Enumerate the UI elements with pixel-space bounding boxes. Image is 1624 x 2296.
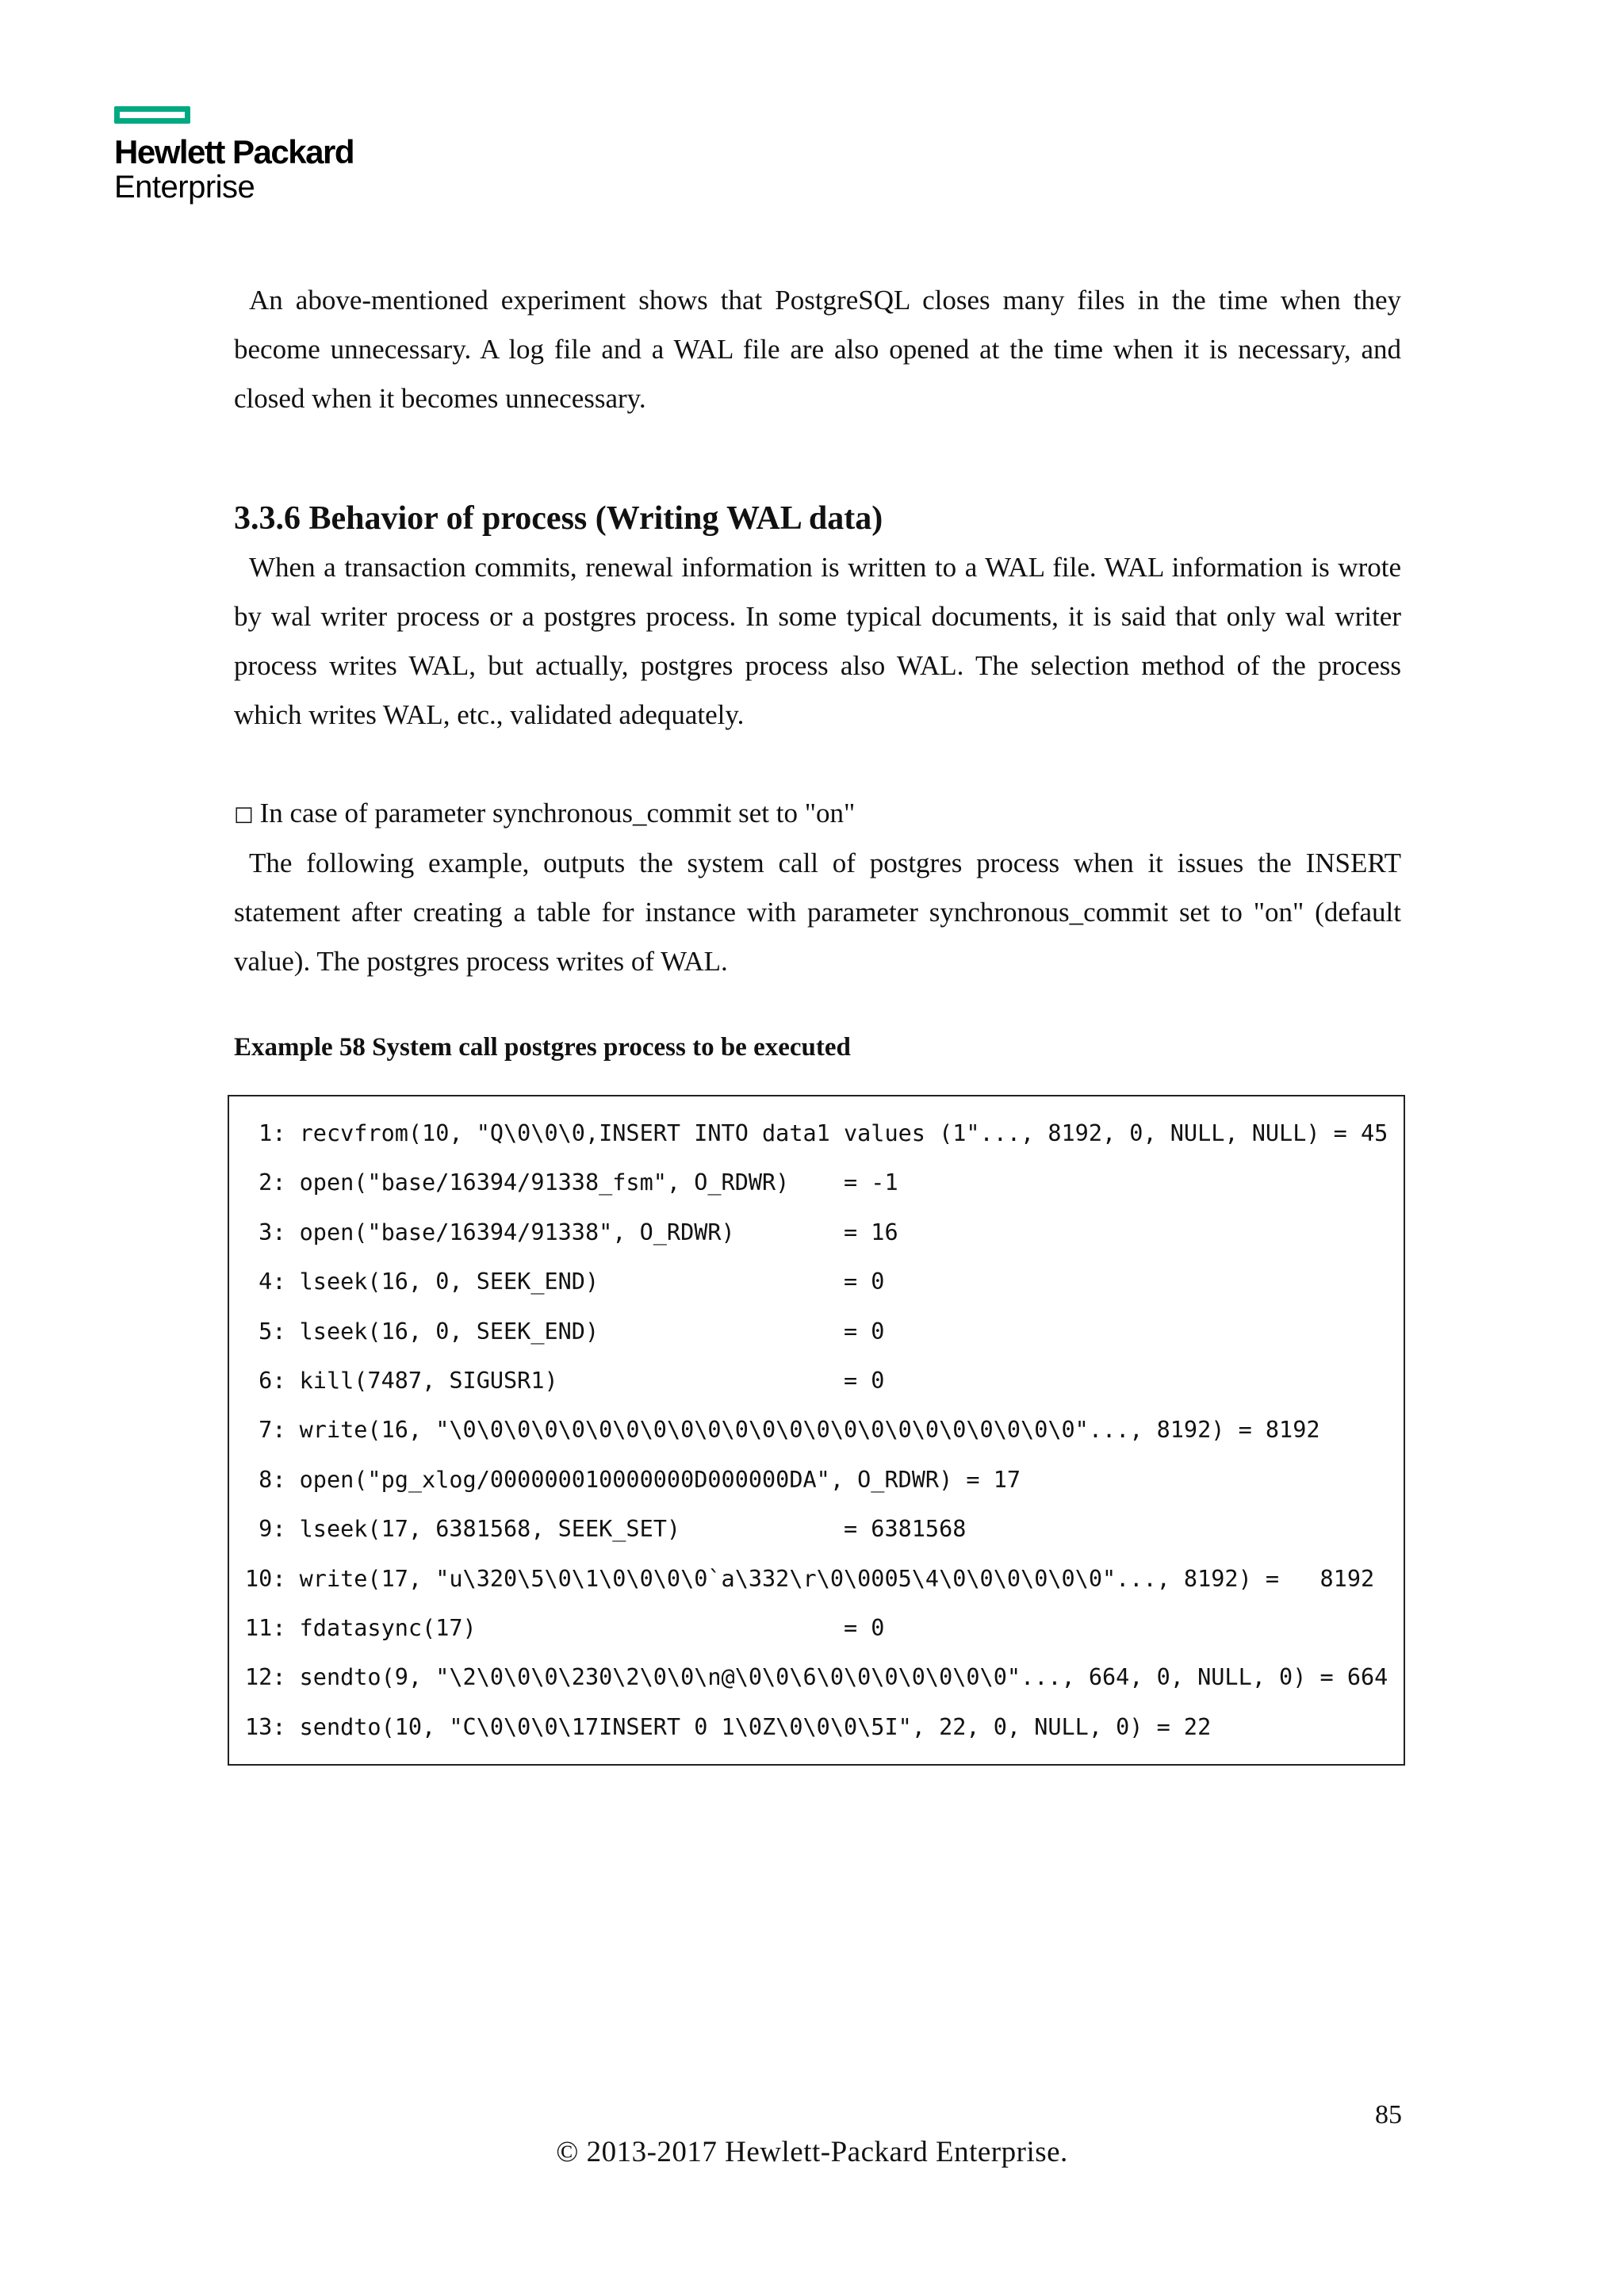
code-line: 12: sendto(9, "\2\0\0\0\230\2\0\0\n@\0\0\6\0\0\0\0\0\0\0"..., 664, 0, NULL, 0) = 664: [245, 1664, 1388, 1691]
case-heading-text: In case of parameter synchronous_commit set to "on": [259, 798, 856, 828]
copyright-footer: © 2013-2017 Hewlett-Packard Enterprise.: [556, 2136, 1068, 2168]
code-line: 6: kill(7487, SIGUSR1) = 0: [245, 1368, 885, 1395]
code-line: 7: write(16, "\0\0\0\0\0\0\0\0\0\0\0\0\0\0\0\0\0\0\0\0\0\0\0"..., 8192) = 8192: [245, 1417, 1320, 1444]
case-paragraph: The following example, outputs the system call of postgres process when it issues the INSERT statement after creating a table for instance with parameter synchronous_commit set to "on" (default value). The postgres process writes of WAL.: [234, 848, 1401, 977]
code-line: 9: lseek(17, 6381568, SEEK_SET) = 6381568: [245, 1516, 967, 1543]
example-caption: Example 58 System call postgres process to be executed: [234, 1033, 851, 1062]
code-line: 10: write(17, "u\320\5\0\1\0\0\0\0`a\332\r\0\0005\4\0\0\0\0\0\0"..., 8192) = 8192: [245, 1565, 1375, 1592]
code-line: 1: recvfrom(10, "Q\0\0\0,INSERT INTO data1 values (1"..., 8192, 0, NULL, NULL) = 45: [245, 1120, 1388, 1146]
code-line: 8: open("pg_xlog/000000010000000D000000DA", O_RDWR) = 17: [245, 1466, 1021, 1493]
logo-line2: Enterprise: [114, 170, 255, 205]
checkbox-square-icon: □: [234, 802, 254, 826]
code-line: 3: open("base/16394/91338", O_RDWR) = 16: [245, 1219, 898, 1246]
section-paragraph: When a transaction commits, renewal information is written to a WAL file. WAL information is wrote by wal writer process or a postgres process. In some typical documents, it is said that only wal writer process writes WAL, but actually, postgres process also WAL. The selection method of the process which writes WAL, etc., validated adequately.: [234, 552, 1401, 730]
section-heading: 3.3.6 Behavior of process (Writing WAL data): [234, 500, 883, 537]
case-heading: [234, 789, 1401, 839]
code-line: 11: fdatasync(17) = 0: [245, 1615, 885, 1642]
code-line: 4: lseek(16, 0, SEEK_END) = 0: [245, 1269, 885, 1295]
intro-paragraph: An above-mentioned experiment shows that PostgreSQL closes many files in the time when they become unnecessary. A log file and a WAL file are also opened at the time when it is necessary, and closed when it becomes unnecessary.: [234, 285, 1401, 414]
code-listing: [228, 1095, 1405, 1766]
page-content: [234, 276, 1401, 1063]
hpe-logo: [114, 106, 368, 205]
hpe-logo-bar-icon: [114, 106, 190, 124]
page-number: 85: [1375, 2100, 1402, 2130]
code-line: 2: open("base/16394/91338_fsm", O_RDWR) = -1: [245, 1169, 898, 1196]
code-line: 5: lseek(16, 0, SEEK_END) = 0: [245, 1318, 885, 1345]
logo-line1: Hewlett Packard: [114, 133, 354, 170]
code-line: 13: sendto(10, "C\0\0\0\17INSERT 0 1\0Z\0\0\0\5I", 22, 0, NULL, 0) = 22: [245, 1713, 1212, 1740]
